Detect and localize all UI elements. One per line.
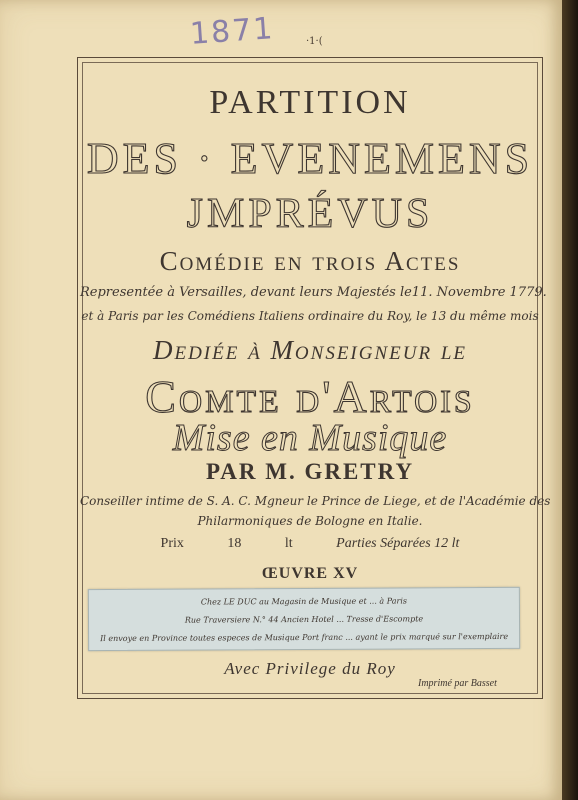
- mise-en-musique: Mise en Musique: [172, 417, 448, 459]
- performance-paris: et à Paris par les Comédiens Italiens ordinaire du Roy, le 13 du même mois: [81, 309, 539, 323]
- title-partition: PARTITION: [209, 84, 411, 121]
- price-score: Prix 18 lt: [160, 536, 293, 551]
- publisher-label-line-1: Chez LE DUC au Magasin de Musique et ... à Paris: [200, 596, 408, 607]
- performance-versailles: Representée à Versailles, devant leurs Majestés le11. Novembre 1779.: [80, 285, 547, 300]
- subtitle-comedie: Comédie en trois Actes: [159, 246, 461, 276]
- composer-title-1: Conseiller intime de S. A. C. Mgneur le Prince de Liege, et de l'Académie des: [80, 494, 551, 508]
- publisher-label-line-3: Il envoye en Province toutes especes de Musique Port franc ... ayant le prix marqué sur l'exemplaire: [100, 631, 509, 644]
- publisher-label-line-2: Rue Traversiere N.° 44 Ancien Hotel ... Tresse d'Escompte: [184, 614, 424, 625]
- publisher-label: [88, 587, 520, 651]
- price-parts: Parties Séparées 12 lt: [336, 536, 460, 551]
- composer-name: PAR M. GRETRY: [205, 459, 415, 484]
- composer-title-2: Philarmoniques de Bologne en Italie.: [197, 514, 423, 528]
- book-binding-edge: [562, 0, 578, 800]
- pencil-catalog-mark: 1871: [188, 11, 276, 52]
- title-imprevus: JMPRÉVUS: [186, 191, 434, 237]
- opus-number: ŒUVRE XV: [261, 565, 359, 582]
- title-evenemens: DES · EVENEMENS: [86, 134, 534, 183]
- small-ink-mark: ·1·(: [306, 36, 323, 47]
- dedication-line: Dediée à Monseigneur le: [152, 335, 468, 365]
- engraver-credit: Imprimé par Basset: [418, 678, 497, 689]
- price-line: [80, 536, 540, 552]
- royal-privilege: Avec Privilege du Roy: [224, 659, 396, 678]
- dedication-comte: Comte d'Artois: [145, 371, 475, 422]
